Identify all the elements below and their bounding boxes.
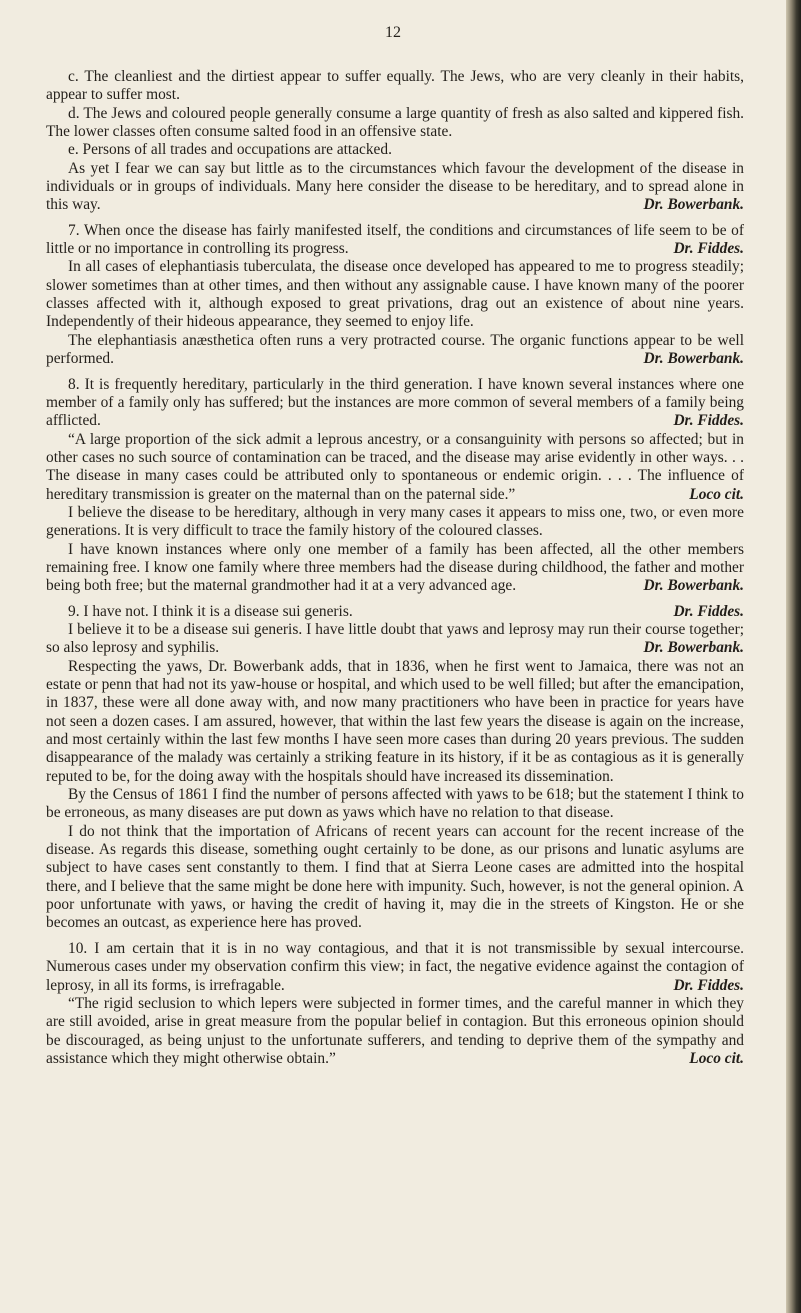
paragraph-text: c. The cleanliest and the dirtiest appear to suffer equally. The Jews, who are very cleanly in their habits, appear to suffer most. — [46, 68, 744, 104]
paragraph — [46, 105, 744, 142]
attribution: Dr. Fiddes. — [673, 976, 744, 994]
paragraph — [46, 786, 744, 823]
paragraph-text: “A large proportion of the sick admit a leprous ancestry, or a consanguinity with persons so affected; but in other cases no such source of contamination can be traced, and the disease may arise evidently in other ways. . . The disease in many cases could be attributed only to spontaneous or endemic origin. . . . The influence of hereditary transmission is greater on the maternal than on the paternal side.” — [46, 430, 744, 503]
paragraph — [46, 658, 744, 786]
paragraph — [46, 823, 744, 933]
paragraph-text: I do not think that the importation of Africans of recent years can account for the recent increase of the disease. As regards this disease, something ought certainly to be done, as our prisons and lunatic asylums are subject to have cases sent constantly to them. I find that at Sierra Leone cases are admitted into the hospital there, and I believe that the same might be done here with impunity. Such, however, is not the general opinion. A poor unfortunate with yaws, or having the credit of having it, may die in the streets of Kingston. He or she becomes an outcast, as experience here has proved. — [46, 822, 744, 932]
paragraph — [46, 68, 744, 105]
paragraph — [46, 141, 744, 159]
page-number: 12 — [385, 24, 401, 41]
paragraph — [46, 431, 744, 504]
paragraph-text: d. The Jews and coloured people generally consume a large quantity of fresh as also salted and kippered fish. The lower classes often consume salted food in an offensive state. — [46, 104, 744, 141]
paragraph — [46, 940, 744, 995]
paragraph — [46, 995, 744, 1068]
paragraph-text: In all cases of elephantiasis tuberculata, the disease once developed has appeared to me to progress steadily; slower sometimes than at other times, and then without any assignable cause. I have known many of the poorer classes affected with it, although exposed to great privations, drag out an existence of about nine years. Independently of their hideous appearance, they seemed to enjoy life. — [46, 258, 744, 331]
attribution: Loco cit. — [689, 1049, 744, 1067]
paragraph-text: 9. I have not. I think it is a disease sui generis. — [68, 602, 353, 620]
attribution: Loco cit. — [689, 485, 744, 503]
attribution: Dr. Fiddes. — [673, 602, 744, 620]
attribution: Dr. Bowerbank. — [643, 639, 744, 657]
book-binding-edge — [786, 0, 801, 1313]
paragraph-text: Respecting the yaws, Dr. Bowerbank adds, that in 1836, when he first went to Jamaica, there was not an estate or penn that had not its yaw-house or hospital, and which used to be well filled; but after the emancipation, in 1837, these were all done away with, and now many practitioners who have been in practice for years have not seen a dozen cases. I am assured, however, that within the last few years the disease is again on the increase, and most certainly within the last few months I have seen more cases than during 20 years previous. The sudden disappearance of the malady was certainly a striking feature in its history, if it be as contagious as it is generally reputed to be, for the doing away with the hospitals should have increased its dissemination. — [46, 657, 744, 785]
paragraph-text: 10. I am certain that it is in no way contagious, and that it is not transmissible by sexual intercourse. Numerous cases under my observation confirm this view; in fact, the negative evidence against the contagion of leprosy, in all its forms, is irrefragable. — [46, 939, 744, 994]
paragraph — [46, 258, 744, 331]
paragraph-text: 8. It is frequently hereditary, particularly in the third generation. I have known several instances where one member of a family only has suffered; but the instances are more common of several members of a family being afflicted. — [46, 375, 744, 430]
paragraph-text: I believe it to be a disease sui generis. I have little doubt that yaws and leprosy may run their course together; so also leprosy and syphilis. — [46, 620, 744, 657]
attribution: Dr. Bowerbank. — [643, 350, 744, 368]
paragraph-text: As yet I fear we can say but little as to the circumstances which favour the development of the disease in individuals or in groups of individuals. Many here consider the disease to be hereditary, and to spread alone in this way. — [46, 159, 744, 214]
paragraph — [46, 222, 744, 259]
attribution: Dr. Fiddes. — [673, 412, 744, 430]
paragraph-text: 7. When once the disease has fairly manifested itself, the conditions and circumstances of life seem to be of little or no importance in controlling its progress. — [46, 221, 744, 258]
paragraph-text: I believe the disease to be hereditary, although in very many cases it appears to miss one, two, or even more generations. It is very difficult to trace the family history of the coloured classes. — [46, 503, 744, 540]
paragraph-text: e. Persons of all trades and occupations are attacked. — [68, 141, 392, 159]
paragraph-text: The elephantiasis anæsthetica often runs a very protracted course. The organic functions appear to be well performed. — [46, 331, 744, 368]
attribution: Dr. Fiddes. — [673, 240, 744, 258]
paragraph — [46, 603, 744, 621]
paragraph — [46, 504, 744, 541]
paragraph-text: I have known instances where only one member of a family has been affected, all the other members remaining free. I know one family where three members had the disease during childhood, the father and mother being both free; but the maternal grandmother had it at a very advanced age. — [46, 540, 744, 595]
paragraph — [46, 541, 744, 596]
paragraph — [46, 376, 744, 431]
attribution: Dr. Bowerbank. — [643, 196, 744, 214]
document-body — [46, 68, 744, 1068]
attribution: Dr. Bowerbank. — [643, 577, 744, 595]
paragraph-text: “The rigid seclusion to which lepers were subjected in former times, and the careful manner in which they are still avoided, arise in great measure from the popular belief in contagion. But this erroneous opinion should be discouraged, as being unjust to the unfortunate sufferers, and tending to deprive them of the sympathy and assistance which they might otherwise obtain.” — [46, 994, 744, 1067]
paragraph — [46, 332, 744, 369]
paragraph — [46, 621, 744, 658]
paragraph-text: By the Census of 1861 I find the number of persons affected with yaws to be 618; but the statement I think to be erroneous, as many diseases are put down as yaws which have no relation to that disease. — [46, 786, 744, 822]
paragraph — [46, 160, 744, 215]
